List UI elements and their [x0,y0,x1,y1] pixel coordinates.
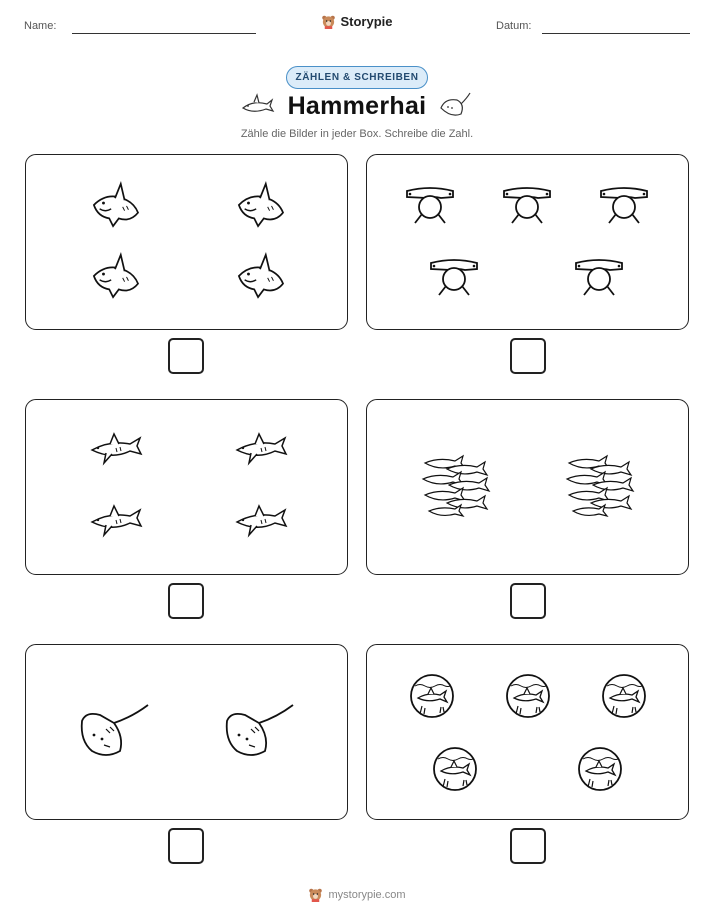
category-badge: ZÄHLEN & SCHREIBEN [286,66,428,89]
shark-bubble-icon [576,745,624,793]
hammerhead-icon [597,183,651,227]
small-shark-icon [231,502,289,542]
shark-icon [231,180,289,228]
shark-icon [231,251,289,299]
hammerhead-icon [427,255,481,299]
small-shark-icon [86,430,144,470]
footer-url[interactable]: mystorypie.com [328,888,406,901]
shark-bubble-icon [431,745,479,793]
name-field[interactable] [72,33,256,34]
small-shark-icon [231,430,289,470]
stingray-icon [221,703,297,763]
shark-icon [86,251,144,299]
answer-box-3[interactable] [168,583,204,619]
stingray-icon [76,703,152,763]
date-label: Datum: [496,20,532,32]
count-box-sharks [25,154,348,330]
small-shark-icon [86,502,144,542]
hammerhead-icon [572,255,626,299]
shark-icon [86,180,144,228]
page-title: Hammerhai [287,92,427,120]
answer-box-1[interactable] [168,338,204,374]
count-box-small-sharks [25,399,348,575]
instructions: Zähle die Bilder in jeder Box. Schreibe die Zahl. [240,128,474,140]
count-box-shark-bubbles [366,644,689,820]
footer [0,887,714,902]
shark-bubble-icon [600,672,648,720]
shark-school-icon [421,453,491,519]
count-box-shark-schools [366,399,689,575]
count-box-stingrays [25,644,348,820]
date-field[interactable] [542,33,690,34]
answer-box-4[interactable] [510,583,546,619]
hammerhead-icon [403,183,457,227]
brand-logo [0,14,714,29]
shark-bubble-icon [408,672,456,720]
shark-school-icon [565,453,635,519]
name-label: Name: [24,20,57,32]
bear-logo-icon [321,14,336,29]
shark-bubble-icon [504,672,552,720]
answer-box-6[interactable] [510,828,546,864]
hammerhead-icon [500,183,554,227]
answer-box-5[interactable] [168,828,204,864]
stingray-deco-icon [437,90,473,122]
count-box-hammerheads [366,154,689,330]
brand-name: Storypie [340,14,393,29]
answer-box-2[interactable] [510,338,546,374]
bear-logo-icon [308,887,323,902]
